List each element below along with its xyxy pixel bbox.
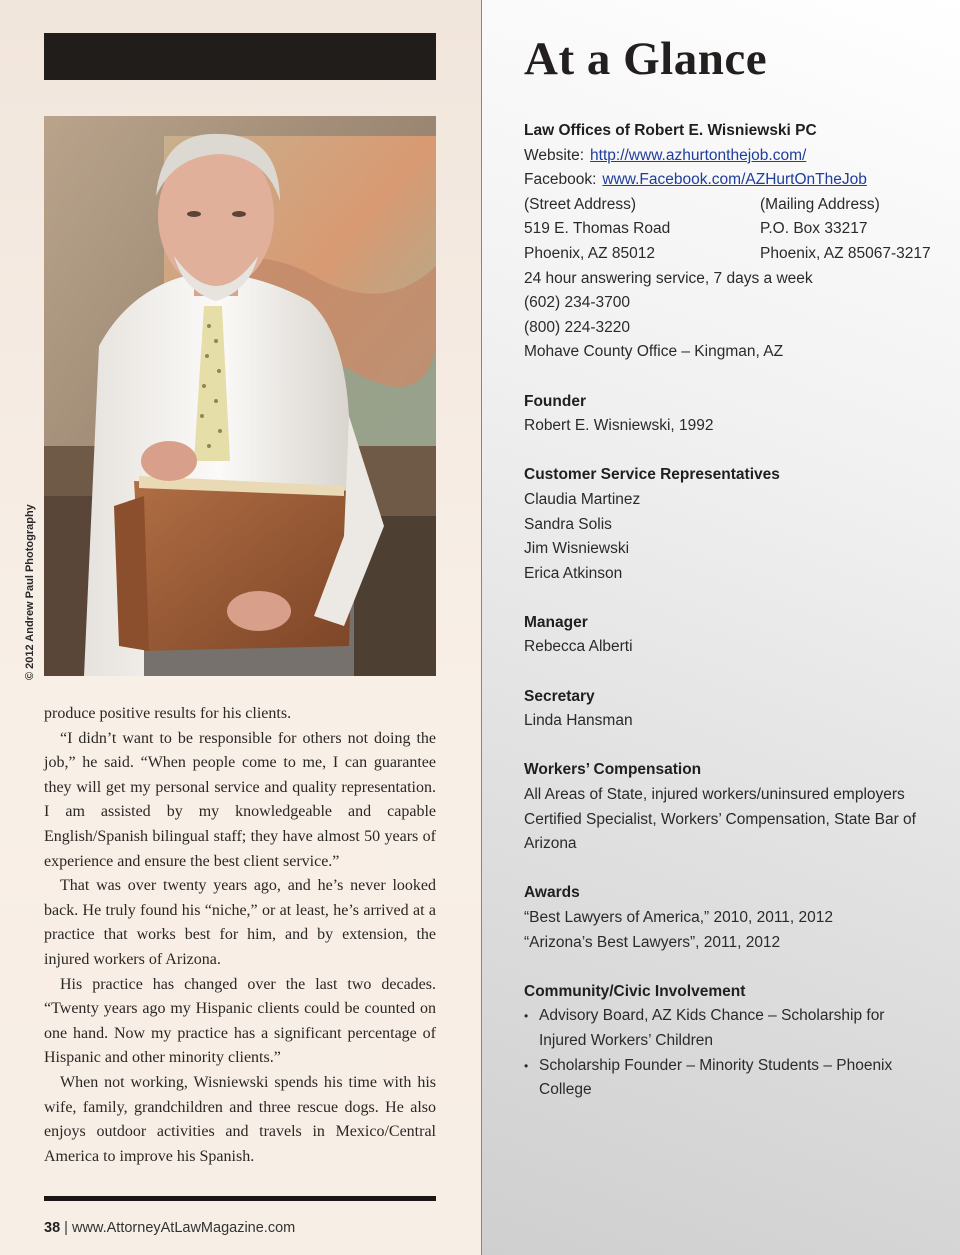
website-row — [524, 144, 934, 169]
portrait-photo — [44, 116, 436, 676]
paragraph: produce positive results for his clients. — [44, 705, 292, 722]
facebook-row — [524, 168, 934, 193]
awards-heading: Awards — [524, 884, 580, 902]
street-line-2: Phoenix, AZ 85012 — [524, 244, 655, 262]
footer-rule — [44, 1196, 436, 1201]
address-line-2-row — [524, 242, 934, 267]
at-a-glance-info — [524, 119, 934, 1103]
award-item: “Arizona’s Best Lawyers”, 2011, 2012 — [524, 933, 781, 951]
civic-item: • Scholarship Founder – Minority Students – Phoenix College — [539, 1054, 934, 1103]
paragraph: His practice has changed over the last two decades. “Twenty years ago my Hispanic clients could be counted on one hand. Now my practice has a significant percentage of Hispanic and other minority clients.” — [44, 975, 436, 1067]
page-number: 38 — [44, 1220, 61, 1236]
phone-2: (800) 224-3220 — [524, 318, 630, 336]
portrait-illustration — [44, 116, 436, 676]
civic-heading: Community/Civic Involvement — [524, 982, 746, 1000]
phone-1: (602) 234-3700 — [524, 294, 630, 312]
mailing-address-label: (Mailing Address) — [760, 195, 880, 213]
secretary-heading: Secretary — [524, 687, 595, 705]
article-body — [44, 702, 436, 1169]
street-line-1: 519 E. Thomas Road — [524, 220, 671, 238]
civic-list — [524, 1004, 934, 1102]
manager-value: Rebecca Alberti — [524, 638, 633, 656]
mailing-line-2: Phoenix, AZ 85067-3217 — [760, 244, 931, 262]
street-address-label: (Street Address) — [524, 195, 636, 213]
paragraph: “I didn’t want to be responsible for others not doing the job,” he said. “When people come to me, I can guarantee they will get my personal service and quality representation. I am assisted by my knowledgeable and capable English/Spanish bilingual staff; they have almost 50 years of experience and ensure the best client service.” — [44, 729, 436, 870]
manager-heading: Manager — [524, 613, 588, 631]
paragraph: That was over twenty years ago, and he’s never looked back. He truly found his “niche,” or at least, he’s arrived at a practice that works best for him, and by extension, the injured workers of Arizona. — [44, 877, 436, 968]
page-footer — [44, 1220, 295, 1236]
csr-name: Claudia Martinez — [524, 490, 641, 508]
csr-heading: Customer Service Representatives — [524, 466, 780, 484]
facebook-label: Facebook: — [524, 171, 597, 189]
footer-site-link[interactable]: www.AttorneyAtLawMagazine.com — [71, 1220, 296, 1236]
founder-heading: Founder — [524, 392, 586, 410]
header-bar — [44, 33, 436, 80]
workers-comp-heading: Workers’ Compensation — [524, 761, 702, 779]
sidebar-title: At a Glance — [524, 33, 768, 85]
website-link[interactable]: http://www.azhurtonthejob.com/ — [590, 146, 807, 164]
mailing-line-1: P.O. Box 33217 — [760, 220, 868, 238]
csr-name: Erica Atkinson — [524, 564, 623, 582]
firm-name: Law Offices of Robert E. Wisniewski PC — [524, 122, 817, 139]
workers-comp-line-1: All Areas of State, injured workers/uninsured employers — [524, 786, 905, 804]
answering-service: 24 hour answering service, 7 days a week — [524, 269, 813, 287]
mohave-office: Mohave County Office – Kingman, AZ — [524, 343, 784, 361]
workers-comp-line-2: Certified Specialist, Workers’ Compensation, State Bar of Arizona — [524, 810, 916, 853]
secretary-value: Linda Hansman — [524, 712, 633, 730]
csr-name: Jim Wisniewski — [524, 540, 630, 558]
footer-separator: | — [64, 1220, 68, 1236]
civic-item: • Advisory Board, AZ Kids Chance – Scholarship for Injured Workers’ Children — [539, 1004, 934, 1053]
founder-value: Robert E. Wisniewski, 1992 — [524, 417, 714, 435]
paragraph: When not working, Wisniewski spends his time with his wife, family, grandchildren and three rescue dogs. He also enjoys outdoor activities and travels in Mexico/Central America to improve his Spanish. — [44, 1073, 436, 1165]
facebook-link[interactable]: www.Facebook.com/AZHurtOnTheJob — [602, 171, 867, 189]
csr-name: Sandra Solis — [524, 515, 612, 533]
photo-credit: © 2012 Andrew Paul Photography — [24, 504, 36, 680]
address-line-1-row — [524, 217, 934, 242]
address-labels-row — [524, 193, 934, 218]
website-label: Website: — [524, 146, 585, 164]
award-item: “Best Lawyers of America,” 2010, 2011, 2012 — [524, 909, 834, 926]
